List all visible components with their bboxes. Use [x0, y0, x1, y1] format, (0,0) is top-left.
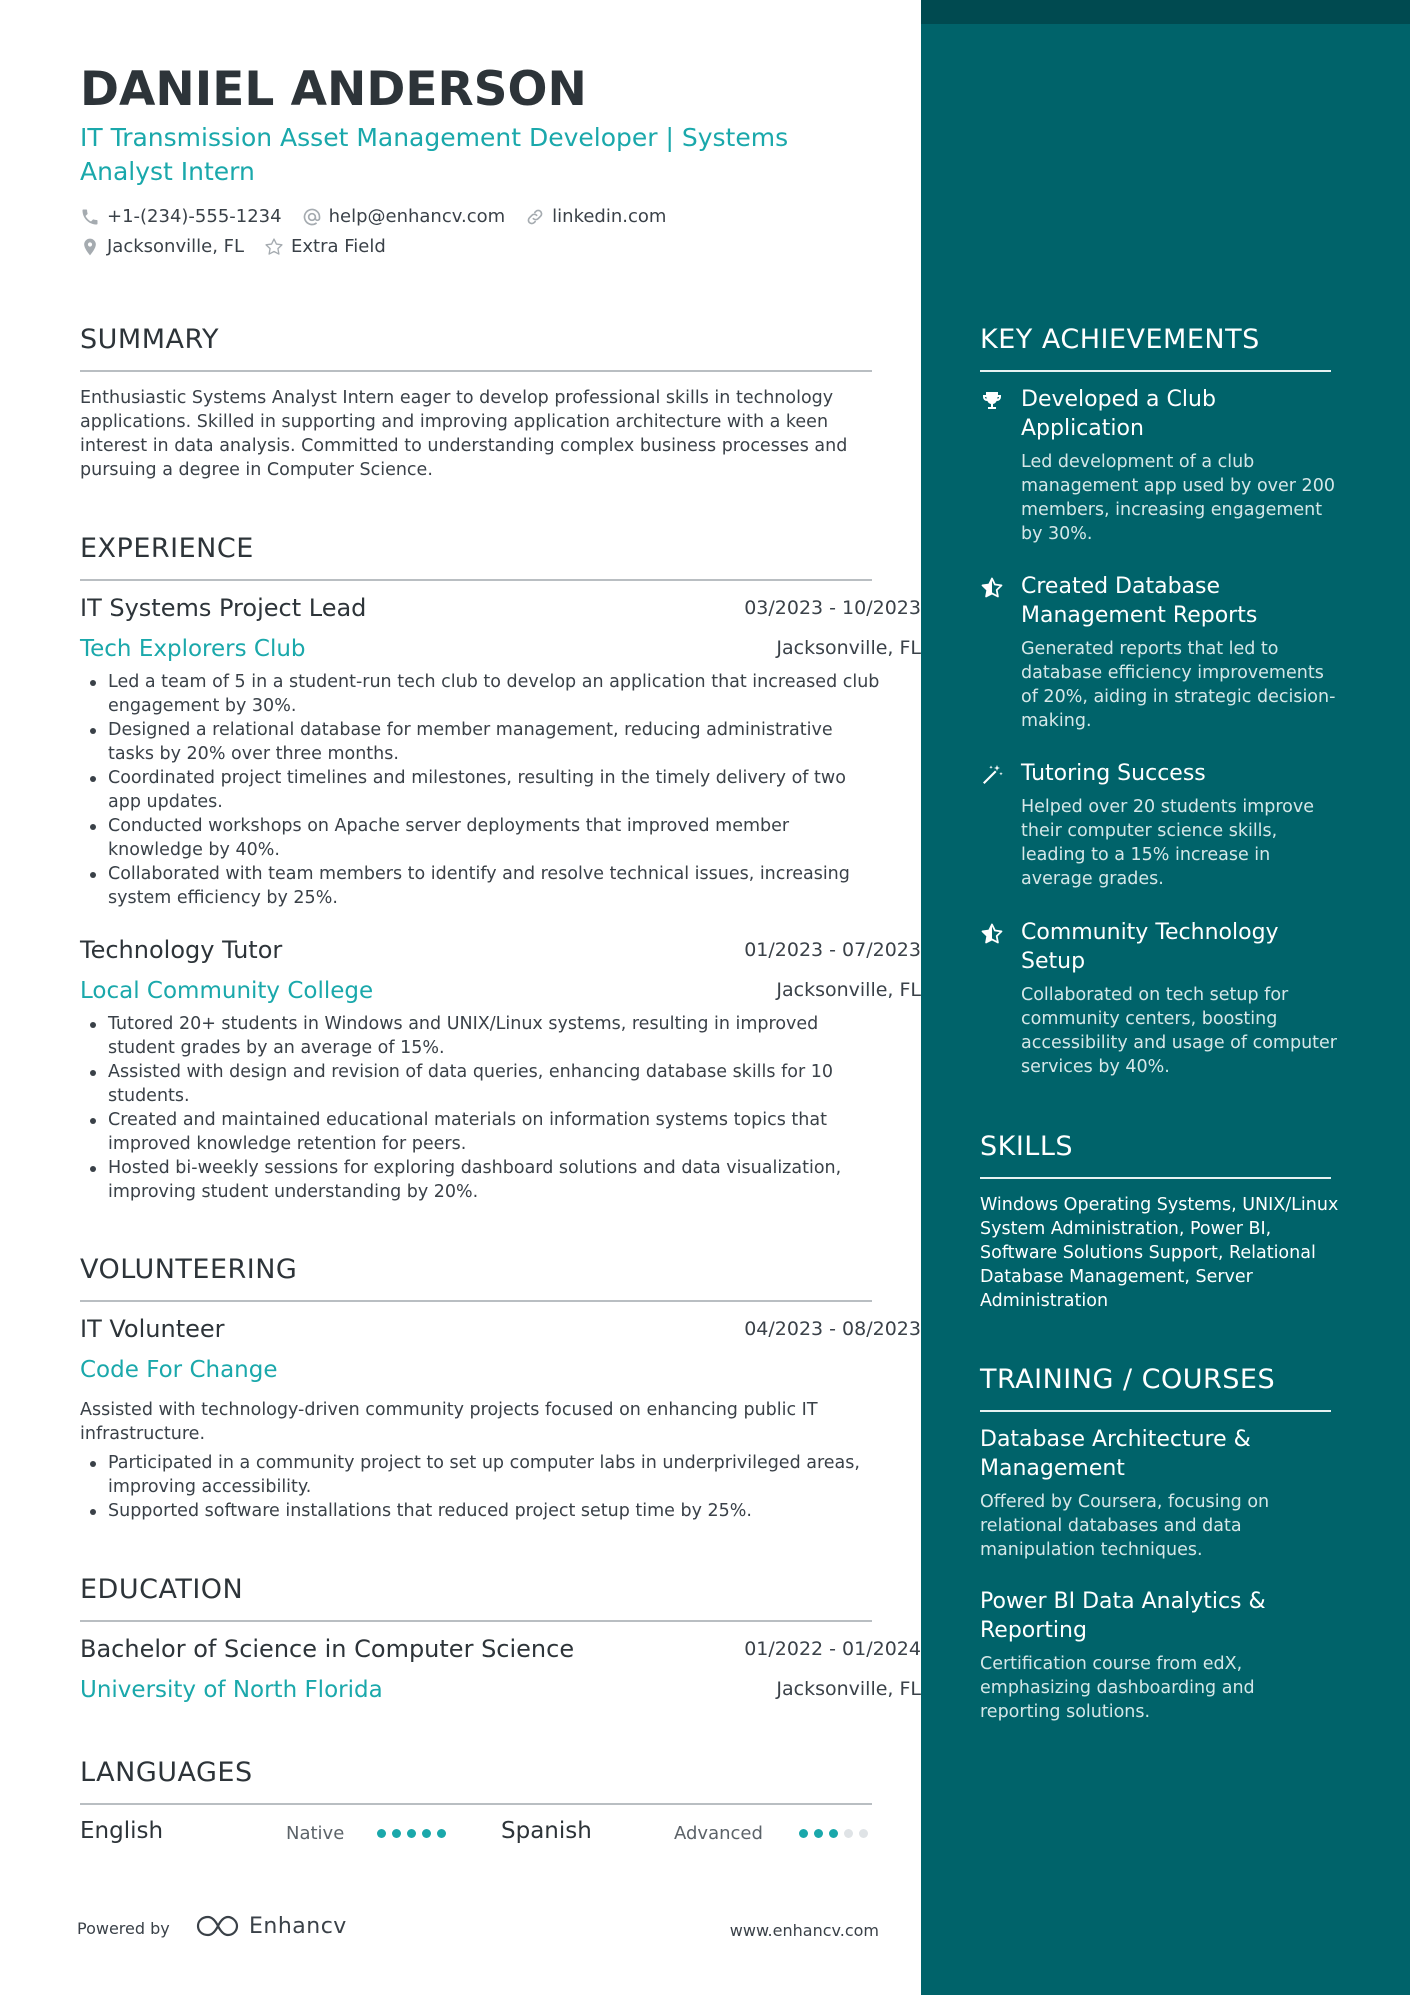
- summary-text: Enthusiastic Systems Analyst Intern eager to develop professional skills in technology applications. Skilled in supporting and improving application architecture with a keen interest in data analysis. Committed to understanding complex business processes and pursuing a degree in Computer Science.: [80, 388, 848, 480]
- rating-dot: [829, 1829, 838, 1838]
- list-item: Created and maintained educational materials on information systems topics that improved knowledge retention for peers.: [80, 1108, 880, 1156]
- list-item: Designed a relational database for member management, reducing administrative tasks by 20% over three months.: [80, 718, 880, 766]
- contact-phone[interactable]: [80, 206, 282, 227]
- education-heading: EDUCATION: [80, 1574, 244, 1605]
- magic-wand-icon: [980, 763, 1004, 787]
- sidebar: [921, 0, 1410, 1995]
- at-icon: [302, 207, 322, 227]
- phone-icon: [80, 207, 100, 227]
- school-location: Jacksonville, FL: [776, 1678, 921, 1700]
- link-icon: [525, 207, 545, 227]
- contact-extra: [264, 236, 386, 257]
- rating-dot: [844, 1829, 853, 1838]
- rating-dot: [859, 1829, 868, 1838]
- rating-dot: [407, 1829, 416, 1838]
- rating-dot: [814, 1829, 823, 1838]
- list-item: Assisted with design and revision of data queries, enhancing database skills for 10 students.: [80, 1060, 880, 1108]
- list-item: Supported software installations that reduced project setup time by 25%.: [80, 1499, 880, 1523]
- job-location: Jacksonville, FL: [776, 637, 921, 659]
- sidebar-top-bar: [921, 0, 1410, 24]
- language-name: Spanish: [501, 1818, 592, 1844]
- candidate-role: IT Transmission Asset Management Developer | Systems Analyst Intern: [80, 123, 789, 186]
- achievement-title: Tutoring Success: [1021, 761, 1206, 786]
- contact-row-2: [80, 236, 406, 257]
- course-desc: Certification course from edX, emphasizing dashboarding and reporting solutions.: [980, 1654, 1255, 1722]
- rating-dot: [799, 1829, 808, 1838]
- training-heading: TRAINING / COURSES: [980, 1364, 1276, 1395]
- enhancv-logo[interactable]: [195, 1913, 347, 1939]
- contact-email[interactable]: [302, 206, 506, 227]
- skills-heading: SKILLS: [980, 1131, 1074, 1162]
- job-bullets: [80, 1012, 880, 1204]
- job-date: 03/2023 - 10/2023: [744, 597, 921, 619]
- location-pin-icon: [80, 237, 100, 257]
- summary-divider: [80, 370, 872, 372]
- candidate-name: DANIEL ANDERSON: [80, 62, 587, 117]
- contact-linkedin[interactable]: [525, 206, 666, 227]
- job-location: Jacksonville, FL: [776, 979, 921, 1001]
- language-level: Advanced: [674, 1823, 763, 1844]
- list-item: Collaborated with team members to identify and resolve technical issues, increasing system efficiency by 25%.: [80, 862, 880, 910]
- footer-url[interactable]: www.enhancv.com: [729, 1921, 879, 1940]
- job-title: IT Systems Project Lead: [80, 594, 367, 622]
- languages-heading: LANGUAGES: [80, 1757, 253, 1788]
- volunteer-bullets: [80, 1451, 880, 1523]
- course-title: Power BI Data Analytics & Reporting: [980, 1589, 1266, 1643]
- volunteer-description: Assisted with technology-driven community projects focused on enhancing public IT infrastructure.: [80, 1400, 818, 1444]
- job-date: 01/2023 - 07/2023: [744, 939, 921, 961]
- job-title: Technology Tutor: [80, 936, 283, 964]
- achievement-desc: Generated reports that led to database efficiency improvements of 20%, aiding in strategic decision-making.: [1021, 639, 1336, 731]
- education-divider: [80, 1620, 872, 1622]
- list-item: Participated in a community project to set up computer labs in underprivileged areas, improving accessibility.: [80, 1451, 880, 1499]
- volunteer-role: IT Volunteer: [80, 1315, 225, 1343]
- email-text: help@enhancv.com: [328, 206, 506, 227]
- volunteering-divider: [80, 1300, 872, 1302]
- brand-name: Enhancv: [249, 1913, 347, 1939]
- achievement-desc: Led development of a club management app used by over 200 members, increasing engagement by 30%.: [1021, 452, 1335, 544]
- rating-dot: [392, 1829, 401, 1838]
- phone-text: +1-(234)-555-1234: [107, 206, 282, 227]
- volunteer-organization: Code For Change: [80, 1357, 278, 1383]
- job-organization: Local Community College: [80, 978, 374, 1004]
- experience-divider: [80, 579, 872, 581]
- powered-by-label: Powered by: [77, 1919, 170, 1938]
- trophy-icon: [980, 389, 1004, 413]
- volunteer-date: 04/2023 - 08/2023: [744, 1318, 921, 1340]
- linkedin-text: linkedin.com: [552, 206, 667, 227]
- language-level: Native: [286, 1823, 345, 1844]
- volunteering-heading: VOLUNTEERING: [80, 1254, 298, 1285]
- rating-dot: [422, 1829, 431, 1838]
- achievements-heading: KEY ACHIEVEMENTS: [980, 324, 1260, 355]
- achievements-divider: [980, 370, 1331, 372]
- star-icon: [980, 576, 1004, 600]
- experience-heading: EXPERIENCE: [80, 533, 254, 564]
- education-date: 01/2022 - 01/2024: [744, 1638, 921, 1660]
- achievement-desc: Collaborated on tech setup for community centers, boosting accessibility and usage of computer services by 40%.: [1021, 985, 1337, 1077]
- achievement-desc: Helped over 20 students improve their computer science skills, leading to a 15% increase in average grades.: [1021, 797, 1314, 889]
- star-icon: [980, 922, 1004, 946]
- rating-dot: [377, 1829, 386, 1838]
- training-divider: [980, 1410, 1331, 1412]
- course-desc: Offered by Coursera, focusing on relational databases and data manipulation techniques.: [980, 1492, 1270, 1560]
- list-item: Led a team of 5 in a student-run tech club to develop an application that increased club engagement by 30%.: [80, 670, 880, 718]
- achievement-title: Developed a Club Application: [1021, 387, 1216, 441]
- job-organization: Tech Explorers Club: [80, 636, 306, 662]
- skills-text: Windows Operating Systems, UNIX/Linux System Administration, Power BI, Software Solutions Support, Relational Database Management, Server Administration: [980, 1195, 1339, 1311]
- extra-field-text: Extra Field: [291, 236, 386, 257]
- degree-title: Bachelor of Science in Computer Science: [80, 1635, 575, 1663]
- language-rating: [377, 1829, 452, 1838]
- rating-dot: [437, 1829, 446, 1838]
- achievement-title: Created Database Management Reports: [1021, 574, 1258, 628]
- skills-divider: [980, 1177, 1331, 1179]
- list-item: Hosted bi-weekly sessions for exploring dashboard solutions and data visualization, improving student understanding by 20%.: [80, 1156, 880, 1204]
- list-item: Tutored 20+ students in Windows and UNIX/Linux systems, resulting in improved student grades by an average of 15%.: [80, 1012, 880, 1060]
- language-rating: [799, 1829, 874, 1838]
- course-title: Database Architecture & Management: [980, 1427, 1251, 1481]
- summary-heading: SUMMARY: [80, 324, 219, 355]
- school-name: University of North Florida: [80, 1677, 383, 1703]
- location-text: Jacksonville, FL: [107, 236, 245, 257]
- list-item: Coordinated project timelines and milestones, resulting in the timely delivery of two app updates.: [80, 766, 880, 814]
- languages-divider: [80, 1803, 872, 1805]
- contact-location: [80, 236, 244, 257]
- job-bullets: [80, 670, 880, 910]
- infinity-logo-icon: [195, 1913, 241, 1939]
- language-name: English: [80, 1818, 164, 1844]
- contact-row-1: [80, 206, 686, 227]
- achievement-title: Community Technology Setup: [1021, 920, 1279, 974]
- star-outline-icon: [264, 237, 284, 257]
- list-item: Conducted workshops on Apache server deployments that improved member knowledge by 40%.: [80, 814, 880, 862]
